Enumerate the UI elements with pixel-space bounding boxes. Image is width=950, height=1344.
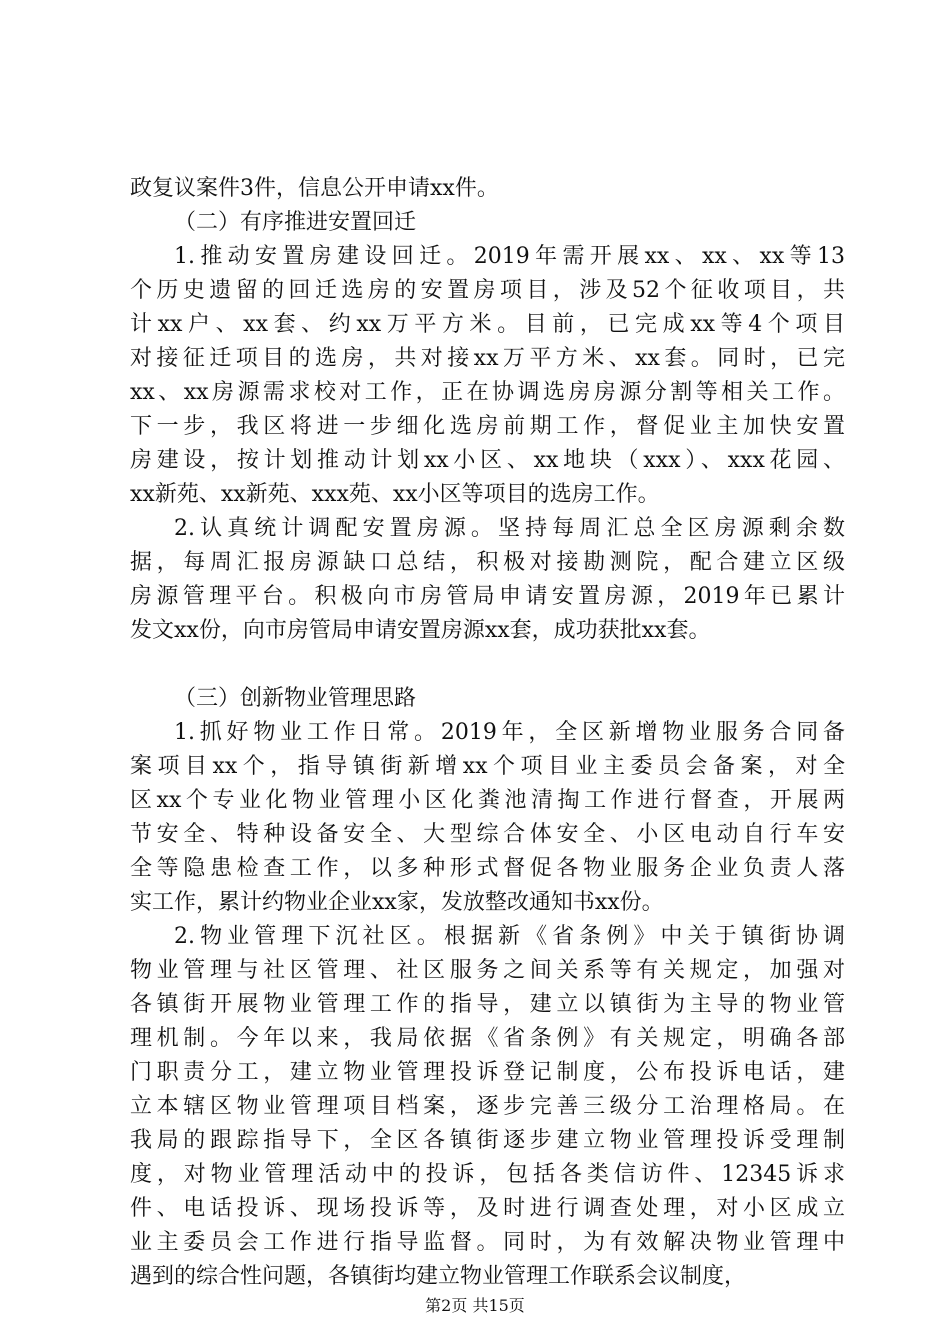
text-line: 据，每周汇报房源缺口总结，积极对接勘测院，配合建立区级	[130, 550, 845, 575]
text-line: 度，对物业管理活动中的投诉，包括各类信访件、12345诉求	[130, 1162, 845, 1187]
text-line: 案项目xx个，指导镇街新增xx个项目业主委员会备案，对全	[130, 754, 845, 779]
document-body	[130, 172, 845, 1294]
text-line: 实工作，累计约物业企业xx家，发放整改通知书xx份。	[130, 890, 664, 915]
text-line: 我局的跟踪指导下，全区各镇街逐步建立物业管理投诉受理制	[130, 1128, 845, 1153]
text-line: （二）有序推进安置回迁	[174, 210, 417, 235]
paragraph	[130, 716, 845, 920]
text-line: 区xx个专业化物业管理小区化粪池清掏工作进行督查，开展两	[130, 788, 845, 813]
text-line: 下一步，我区将进一步细化选房前期工作，督促业主加快安置	[130, 414, 845, 439]
text-line: 对接征迁项目的选房，共对接xx万平方米、xx套。同时，已完	[130, 346, 845, 371]
paragraph	[130, 512, 845, 648]
text-line: 立本辖区物业管理项目档案，逐步完善三级分工治理格局。在	[130, 1094, 845, 1119]
text-line: 1.推动安置房建设回迁。2019年需开展xx、xx、xx等13	[174, 244, 845, 269]
page-footer: 第2页 共15页	[425, 1296, 525, 1315]
text-line: 房源管理平台。积极向市房管局申请安置房源，2019年已累计	[130, 584, 845, 609]
paragraph	[130, 240, 845, 512]
section-heading	[130, 682, 845, 716]
text-line: 件、电话投诉、现场投诉等，及时进行调查处理，对小区成立	[130, 1196, 845, 1221]
text-line: 全等隐患检查工作，以多种形式督促各物业服务企业负责人落	[130, 856, 845, 881]
text-line: 计xx户、xx套、约xx万平方米。目前，已完成xx等4个项目	[130, 312, 845, 337]
text-line: 门职责分工，建立物业管理投诉登记制度，公布投诉电话，建	[130, 1060, 845, 1085]
text-line: 2.物业管理下沉社区。根据新《省条例》中关于镇街协调	[174, 924, 845, 949]
text-line: 节安全、特种设备安全、大型综合体安全、小区电动自行车安	[130, 822, 845, 847]
section-heading	[130, 206, 845, 240]
paragraph	[130, 172, 845, 206]
paragraph	[130, 920, 845, 1294]
text-line: 房建设，按计划推动计划xx小区、xx地块（xxx）、xxx花园、	[130, 448, 845, 473]
text-line: （三）创新物业管理思路	[174, 686, 417, 711]
text-line: 各镇街开展物业管理工作的指导，建立以镇街为主导的物业管	[130, 992, 845, 1017]
text-line: xx、xx房源需求校对工作，正在协调选房房源分割等相关工作。	[130, 380, 845, 405]
text-line: 遇到的综合性问题，各镇街均建立物业管理工作联系会议制度，	[130, 1264, 747, 1289]
text-line: xx新苑、xx新苑、xxx苑、xx小区等项目的选房工作。	[130, 482, 660, 507]
text-line: 物业管理与社区管理、社区服务之间关系等有关规定，加强对	[130, 958, 845, 983]
text-line: 个历史遗留的回迁选房的安置房项目，涉及52个征收项目，共	[130, 278, 845, 303]
text-line: 发文xx份，向市房管局申请安置房源xx套，成功获批xx套。	[130, 618, 711, 643]
paragraph-spacer	[130, 648, 845, 682]
text-line: 2.认真统计调配安置房源。坚持每周汇总全区房源剩余数	[174, 516, 845, 541]
text-line: 1.抓好物业工作日常。2019年，全区新增物业服务合同备	[174, 720, 845, 745]
text-line: 理机制。今年以来，我局依据《省条例》有关规定，明确各部	[130, 1026, 845, 1051]
text-line: 业主委员会工作进行指导监督。同时，为有效解决物业管理中	[130, 1230, 845, 1255]
text-line: 政复议案件3件，信息公开申请xx件。	[130, 176, 499, 201]
